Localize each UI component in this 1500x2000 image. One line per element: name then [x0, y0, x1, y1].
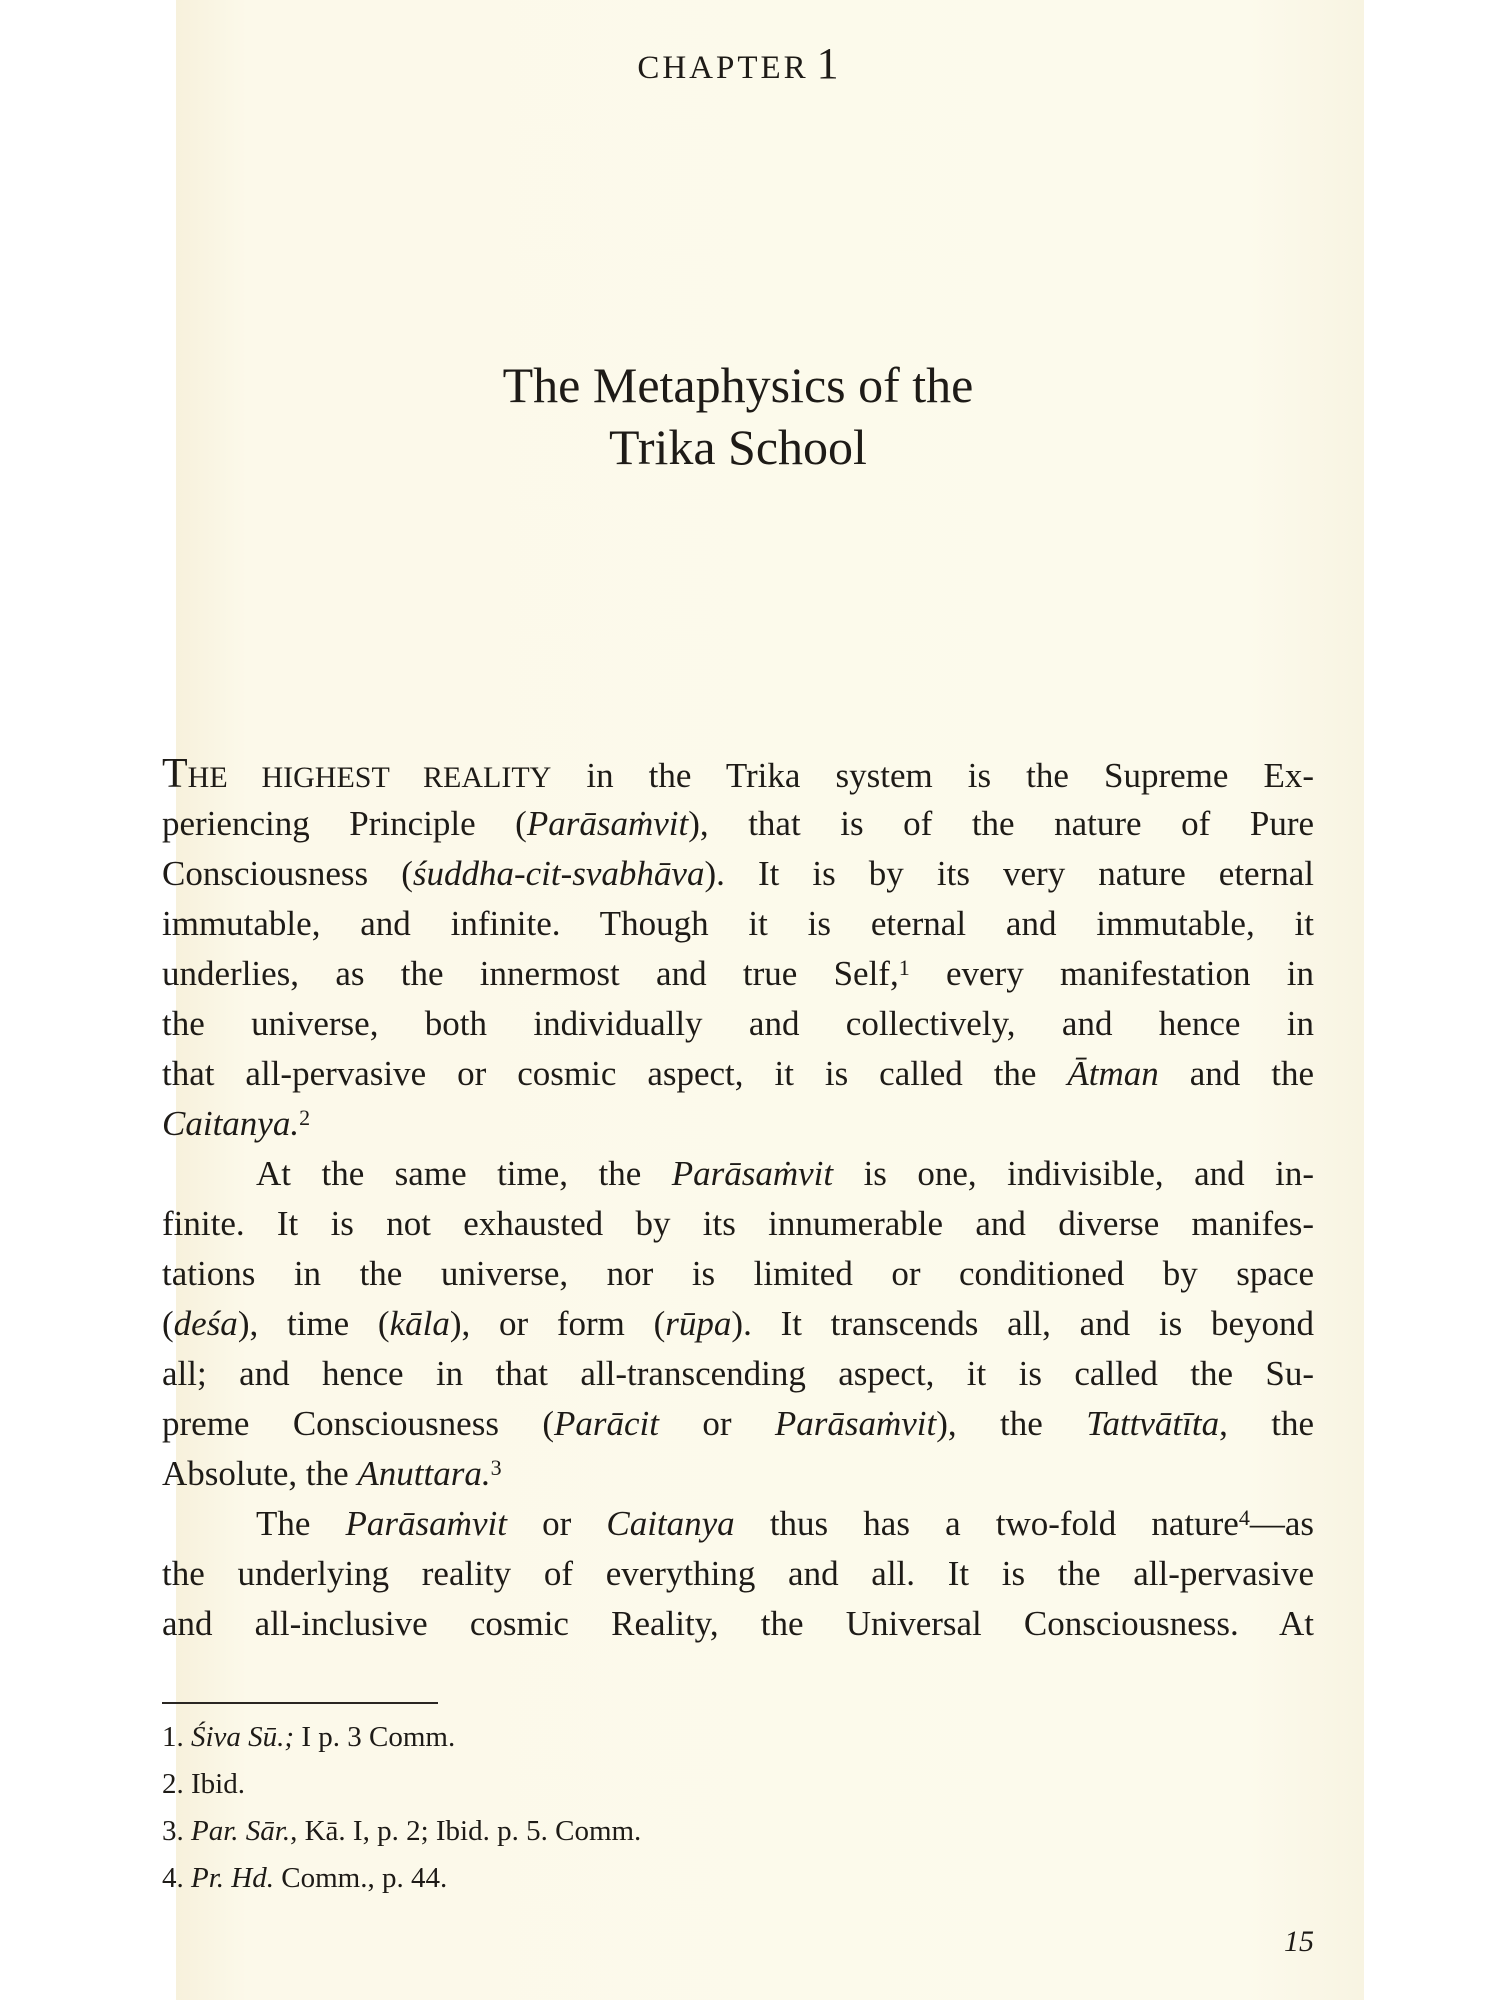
lead-in-text: HE HIGHEST REALITY [187, 761, 552, 794]
text-line [162, 1549, 1314, 1599]
text-run: 1. [162, 1721, 191, 1753]
footnote [162, 1808, 641, 1855]
footnote [162, 1714, 641, 1761]
italic-term: Caitanya [606, 1504, 735, 1543]
text-line [162, 1499, 1314, 1549]
text-run: Absolute, the [162, 1454, 358, 1493]
body-text [162, 749, 1314, 1649]
chapter-title-line-1: The Metaphysics of the [502, 357, 974, 413]
text-run: I p. 3 Comm. [294, 1721, 456, 1753]
chapter-title [162, 354, 1314, 478]
text-run: —as [1249, 1504, 1314, 1543]
chapter-number: 1 [816, 39, 839, 88]
chapter-label: CHAPTER [637, 50, 809, 86]
text-line [162, 1399, 1314, 1449]
text-line [162, 1349, 1314, 1399]
footnote [162, 1855, 641, 1902]
text-run: that all-pervasive or cosmic aspect, it is called the [162, 1054, 1068, 1093]
text-run: ). It transcends all, and is beyond [731, 1304, 1314, 1343]
text-run: Comm., p. 44. [273, 1862, 448, 1894]
text-run: or [658, 1404, 775, 1443]
text-run: ), or form ( [449, 1304, 666, 1343]
italic-term: Parāsaṁvit [774, 1404, 937, 1443]
italic-term: Śiva Sū.; [191, 1721, 295, 1753]
italic-term: deśa [173, 1304, 238, 1343]
text-line [162, 999, 1314, 1049]
italic-term: Parāsaṁvit [671, 1154, 834, 1193]
text-line [162, 949, 1314, 999]
drop-cap-letter: T [162, 751, 188, 797]
text-run: ), time ( [237, 1304, 390, 1343]
text-run: The [256, 1504, 346, 1543]
footnote-ref: 2 [299, 1105, 311, 1130]
text-run: the underlying reality of everything and all. It is the all-pervasive [162, 1554, 1314, 1593]
italic-term: Parāsaṁvit [526, 804, 689, 843]
italic-term: Ātman [1067, 1054, 1159, 1093]
text-run: finite. It is not exhausted by its innumerable and diverse manifes- [162, 1204, 1314, 1243]
italic-term: Par. Sār. [191, 1815, 291, 1847]
text-line [162, 1149, 1314, 1199]
text-line [162, 1449, 1314, 1499]
text-run: Consciousness ( [162, 854, 413, 893]
text-run: ). It is by its very nature eternal [704, 854, 1315, 893]
italic-term: kāla [389, 1304, 450, 1343]
text-run: , Kā. I, p. 2; Ibid. p. 5. Comm. [290, 1815, 642, 1847]
text-run: ), the [936, 1404, 1087, 1443]
text-run: At the same time, the [256, 1154, 672, 1193]
text-run: , the [1219, 1404, 1314, 1443]
text-run: 4. [162, 1862, 191, 1894]
text-run: immutable, and infinite. Though it is eternal and immutable, it [162, 904, 1314, 943]
text-run: ), that is of the nature of Pure [688, 804, 1315, 843]
footnote-ref: 3 [490, 1455, 502, 1480]
text-line [162, 1599, 1314, 1649]
footnote [162, 1761, 641, 1808]
chapter-heading [162, 38, 1314, 89]
text-run: 2. Ibid. [162, 1768, 245, 1800]
text-line [162, 1299, 1314, 1349]
text-line [162, 849, 1314, 899]
text-line [162, 899, 1314, 949]
footnotes [162, 1714, 641, 1902]
text-run: thus has a two-fold nature [734, 1504, 1239, 1543]
text-run: every manifestation in [909, 954, 1314, 993]
italic-term: rūpa [665, 1304, 732, 1343]
italic-term: śuddha-cit-svabhāva [412, 854, 705, 893]
lead-in-small-caps [162, 751, 552, 797]
text-line [162, 799, 1314, 849]
text-run: in the Trika system is the Supreme Ex- [551, 756, 1314, 795]
text-line [162, 1199, 1314, 1249]
text-run: preme Consciousness ( [162, 1404, 554, 1443]
text-run: 3. [162, 1815, 191, 1847]
text-run: the universe, both individually and collectively, and hence in [162, 1004, 1314, 1043]
text-run: is one, indivisible, and in- [833, 1154, 1314, 1193]
italic-term: Caitanya. [162, 1104, 300, 1143]
text-run: and the [1158, 1054, 1314, 1093]
footnote-divider [162, 1702, 438, 1704]
text-run: ( [162, 1304, 174, 1343]
footnote-ref: 1 [898, 955, 910, 980]
chapter-title-line-2: Trika School [609, 419, 867, 475]
text-run: periencing Principle ( [162, 804, 527, 843]
italic-term: Pr. Hd. [191, 1862, 274, 1894]
text-line [162, 749, 1314, 799]
footnote-ref: 4 [1238, 1505, 1250, 1530]
italic-term: Parācit [553, 1404, 659, 1443]
text-line [162, 1249, 1314, 1299]
text-line [162, 1049, 1314, 1099]
text-run: or [506, 1504, 607, 1543]
italic-term: Anuttara. [357, 1454, 491, 1493]
text-line [162, 1099, 1314, 1149]
page-number: 15 [1284, 1925, 1314, 1958]
text-run: underlies, as the innermost and true Self, [162, 954, 899, 993]
italic-term: Parāsaṁvit [345, 1504, 507, 1543]
text-run: all; and hence in that all-transcending aspect, it is called the Su- [162, 1354, 1314, 1393]
italic-term: Tattvātīta [1086, 1404, 1220, 1443]
text-run: and all-inclusive cosmic Reality, the Universal Consciousness. At [162, 1604, 1314, 1643]
text-run: tations in the universe, nor is limited or conditioned by space [162, 1254, 1314, 1293]
